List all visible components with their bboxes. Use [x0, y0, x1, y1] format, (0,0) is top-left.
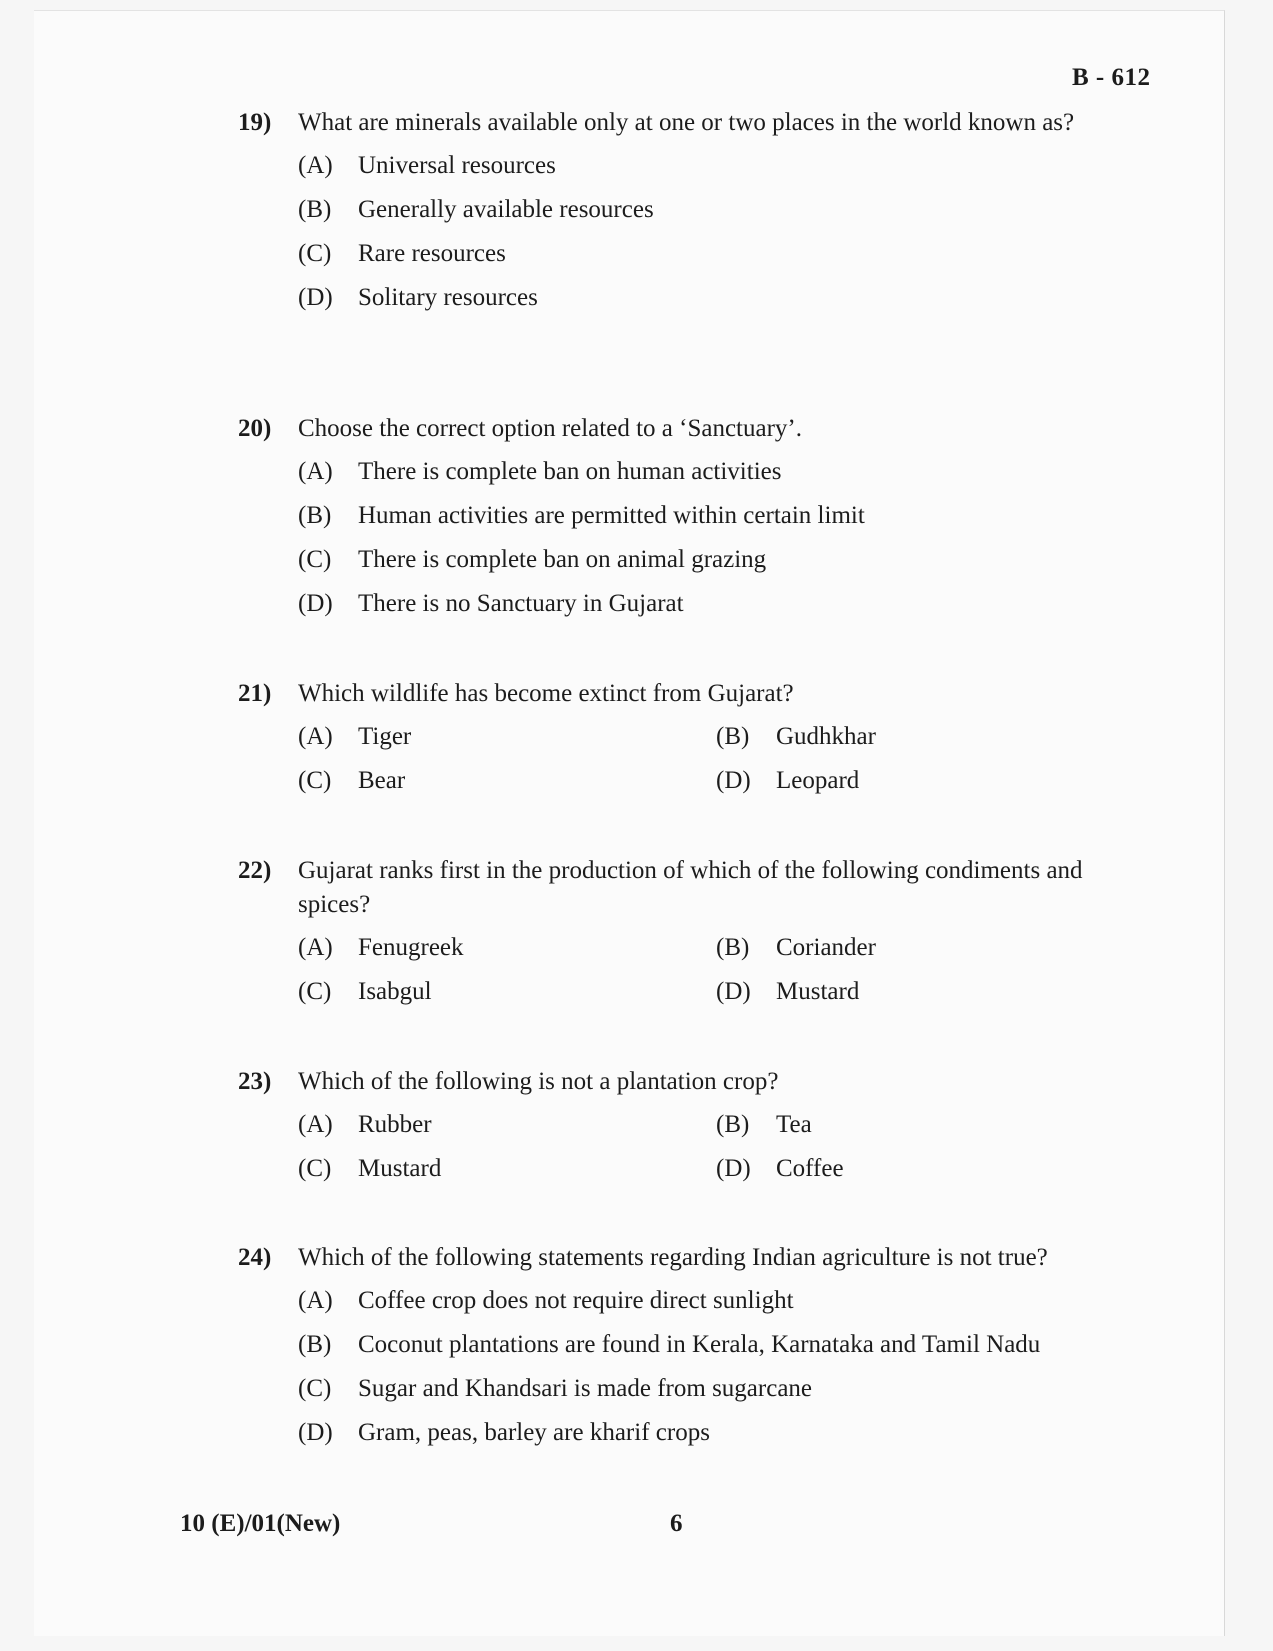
option-label: (A) [298, 458, 333, 485]
option-c [298, 544, 1118, 588]
option-d [716, 1153, 1136, 1197]
option-label: (D) [716, 978, 751, 1005]
question-text: Which of the following statements regarding Indian agriculture is not true? [298, 1244, 1048, 1271]
option-c [298, 1153, 716, 1197]
option-label: (C) [298, 767, 332, 794]
option-text: Mustard [776, 978, 860, 1005]
option-text: Leopard [776, 767, 860, 794]
question-text: What are minerals available only at one or two places in the world known as? [298, 109, 1075, 136]
option-text: Mustard [358, 1155, 442, 1182]
option-grid [298, 932, 1118, 1020]
option-text: Universal resources [358, 152, 556, 179]
option-text: Rubber [358, 1111, 432, 1138]
option-label: (C) [298, 1375, 332, 1402]
question-21 [238, 677, 1118, 809]
option-label: (D) [716, 767, 751, 794]
option-text: Generally available resources [358, 196, 654, 223]
option-label: (C) [298, 978, 332, 1005]
option-label: (C) [298, 1155, 332, 1182]
option-text: Coriander [776, 934, 876, 961]
option-text: Gudhkhar [776, 723, 876, 750]
option-text: Gram, peas, barley are kharif crops [358, 1419, 710, 1446]
option-text: Coconut plantations are found in Kerala, Karnataka and Tamil Nadu [358, 1331, 1041, 1358]
option-label: (A) [298, 1111, 333, 1138]
paper-code-footer: 10 (E)/01(New) [180, 1510, 341, 1537]
option-grid [298, 1109, 1118, 1197]
option-label: (A) [298, 934, 333, 961]
option-label: (A) [298, 1287, 333, 1314]
option-text: Tiger [358, 723, 412, 750]
option-list [298, 150, 1118, 326]
page-number: 6 [670, 1510, 683, 1537]
option-label: (D) [298, 590, 333, 617]
option-text: Solitary resources [358, 284, 538, 311]
option-b [716, 721, 1136, 765]
option-text: Human activities are permitted within certain limit [358, 502, 865, 529]
option-a [298, 456, 1118, 500]
question-number: 24) [238, 1244, 272, 1271]
question-22 [238, 854, 1118, 1020]
question-number: 22) [238, 857, 272, 884]
question-number: 21) [238, 680, 272, 707]
option-text: Coffee crop does not require direct sunlight [358, 1287, 794, 1314]
option-label: (C) [298, 546, 332, 573]
option-a [298, 1109, 716, 1153]
option-b [716, 1109, 1136, 1153]
option-text: There is no Sanctuary in Gujarat [358, 590, 684, 617]
option-label: (C) [298, 240, 332, 267]
option-d [716, 976, 1136, 1020]
paper-code-header: B - 612 [1072, 64, 1151, 91]
option-c [298, 1373, 1118, 1417]
option-b [298, 1329, 1118, 1373]
question-text: Gujarat ranks first in the production of which of the following condiments and spices? [298, 857, 1083, 918]
option-d [298, 282, 1118, 326]
option-text: There is complete ban on animal grazing [358, 546, 767, 573]
question-text: Which wildlife has become extinct from Gujarat? [298, 680, 794, 707]
option-b [298, 194, 1118, 238]
option-grid [298, 721, 1118, 809]
question-number: 23) [238, 1068, 272, 1095]
option-c [298, 765, 716, 809]
option-text: Sugar and Khandsari is made from sugarcane [358, 1375, 813, 1402]
option-text: Coffee [776, 1155, 844, 1182]
option-label: (B) [716, 934, 750, 961]
option-label: (B) [716, 1111, 750, 1138]
option-text: Bear [358, 767, 406, 794]
question-text: Choose the correct option related to a ‘Sanctuary’. [298, 415, 802, 442]
option-label: (B) [716, 723, 750, 750]
option-label: (A) [298, 723, 333, 750]
option-text: Rare resources [358, 240, 506, 267]
option-c [298, 238, 1118, 282]
question-24 [238, 1241, 1118, 1461]
option-label: (A) [298, 152, 333, 179]
option-label: (B) [298, 196, 332, 223]
option-c [298, 976, 716, 1020]
question-number: 19) [238, 109, 272, 136]
question-number: 20) [238, 415, 272, 442]
option-text: There is complete ban on human activities [358, 458, 782, 485]
option-label: (D) [298, 1419, 333, 1446]
option-a [298, 1285, 1118, 1329]
question-19 [238, 106, 1118, 326]
option-a [298, 150, 1118, 194]
option-label: (B) [298, 1331, 332, 1358]
option-d [298, 588, 1118, 632]
option-a [298, 721, 716, 765]
option-text: Tea [776, 1111, 812, 1138]
question-text: Which of the following is not a plantation crop? [298, 1068, 779, 1095]
option-a [298, 932, 716, 976]
option-label: (D) [298, 284, 333, 311]
option-d [298, 1417, 1118, 1461]
option-text: Fenugreek [358, 934, 464, 961]
option-list [298, 456, 1118, 632]
question-23 [238, 1065, 1118, 1197]
option-d [716, 765, 1136, 809]
question-20 [238, 412, 1118, 632]
option-label: (D) [716, 1155, 751, 1182]
option-list [298, 1285, 1118, 1461]
option-text: Isabgul [358, 978, 432, 1005]
option-b [716, 932, 1136, 976]
option-b [298, 500, 1118, 544]
option-label: (B) [298, 502, 332, 529]
